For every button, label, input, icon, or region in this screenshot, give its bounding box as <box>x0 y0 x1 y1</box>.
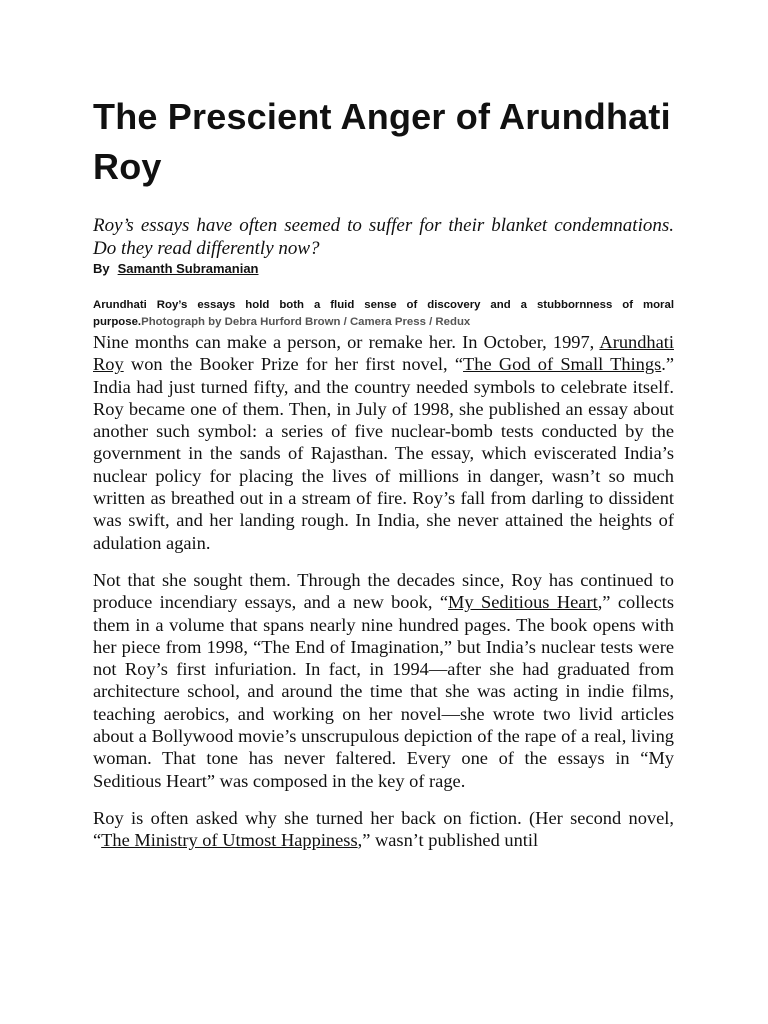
caption-text: Arundhati Roy’s essays hold both a fluid sense of discovery and a stubbornness of moral purpose. <box>93 299 674 328</box>
byline-prefix: By <box>93 261 110 276</box>
p1-text-b: won the Booker Prize for her first novel, “ <box>123 354 464 375</box>
photo-caption <box>93 297 674 331</box>
p3-text-a: Roy is often asked why she turned her back on fiction. (Her second novel, “ <box>93 807 674 851</box>
author-link[interactable]: Samanth Subramanian <box>117 261 259 276</box>
link-ministry-of-utmost-happiness[interactable]: The Ministry of Utmost Happiness <box>101 830 358 851</box>
p1-text-c: .” India had just turned fifty, and the country needed symbols to celebrate itself. Roy became one of them. Then, in July of 1998, she published an essay about another such symbol: a series of five nuclear-bomb tests conducted by the government in the sands of Rajasthan. The essay, which eviscerated India’s nuclear policy for placing the lives of millions in danger, wasn’t so much written as breathed out in a stream of fire. Roy’s fall from darling to dissident was swift, and her landing rough. In India, she never attained the heights of adulation again. <box>93 354 674 553</box>
article-title: The Prescient Anger of Arundhati Roy <box>93 96 671 187</box>
link-my-seditious-heart[interactable]: My Seditious Heart <box>448 592 598 613</box>
article <box>93 92 674 852</box>
article-dek: Roy’s essays have often seemed to suffer for their blanket condemnations. Do they read differently now? <box>93 215 674 259</box>
p1-text-a: Nine months can make a person, or remake her. In October, 1997, <box>93 332 600 352</box>
p3-text-b: ,” wasn’t published until <box>357 830 539 851</box>
body-paragraph-1 <box>93 331 674 554</box>
body-paragraph-3 <box>93 807 674 852</box>
p2-text-b: ,” collects them in a volume that spans nearly nine hundred pages. The book opens with her piece from 1998, “The End of Imagination,” but India’s nuclear tests were not Roy’s first infuriation. In fact, in 1994—after she had graduated from architecture school, and around the time that she was acting in indie films, teaching aerobics, and working on her novel—she wrote two livid articles about a Bollywood movie’s unscrupulous depiction of the rape of a real, living woman. That tone has never faltered. Every one of the essays in “My Seditious Heart” was composed in the key of rage. <box>93 592 675 791</box>
link-god-of-small-things[interactable]: The God of Small Things <box>463 354 662 375</box>
link-arundhati-roy[interactable]: Arundhati Roy <box>93 332 674 375</box>
photo-credit: Photograph by Debra Hurford Brown / Camera Press / Redux <box>141 316 471 328</box>
p2-text-a: Not that she sought them. Through the decades since, Roy has continued to produce incendiary essays, and a new book, “ <box>93 569 674 613</box>
body-paragraph-2 <box>93 569 674 792</box>
byline <box>93 261 674 277</box>
